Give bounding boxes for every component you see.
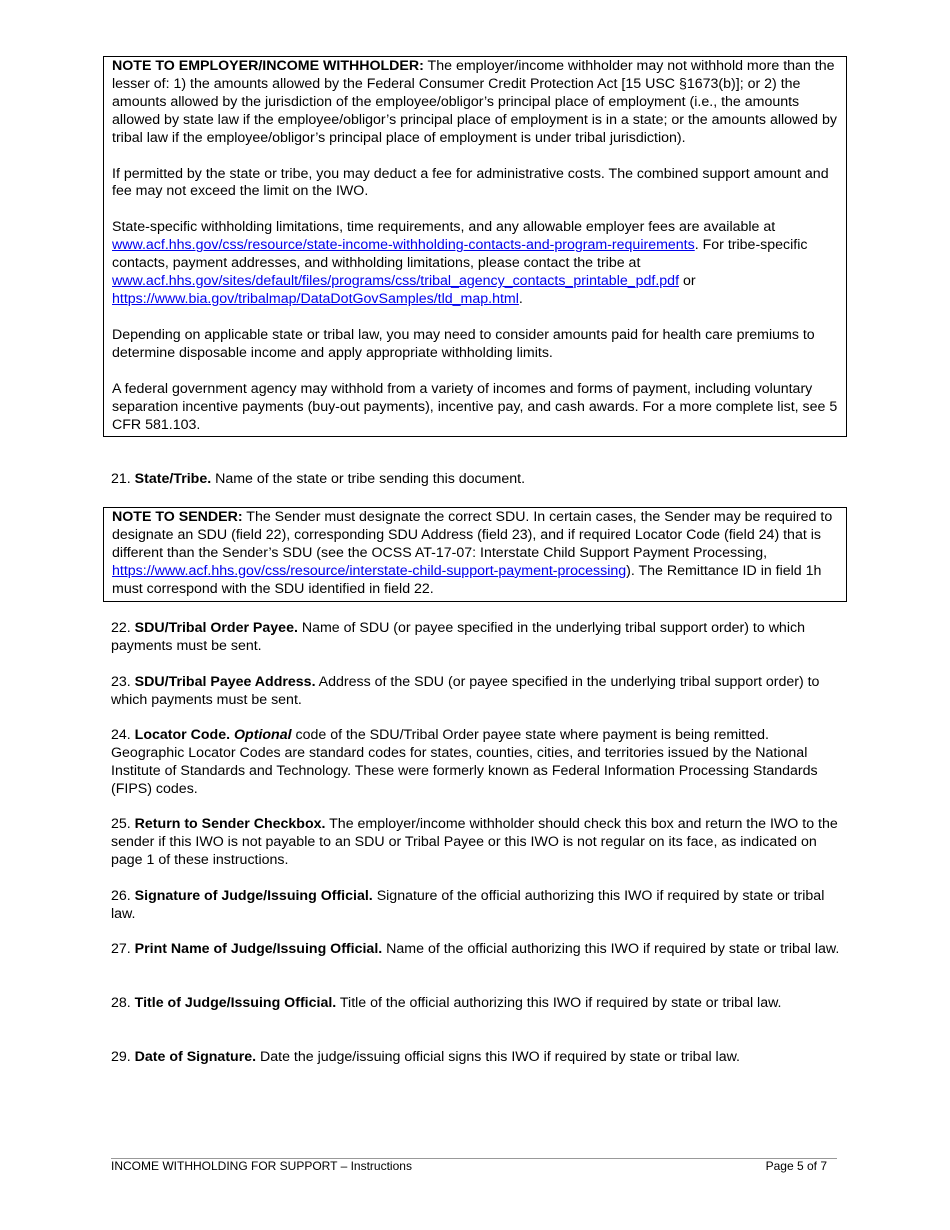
employer-note-heading: NOTE TO EMPLOYER/INCOME WITHHOLDER: [112,58,424,74]
employer-note-box [103,56,847,437]
item-27: 27. Print Name of Judge/Issuing Official. Name of the official authorizing this IWO if required by state or tribal law. [111,941,840,957]
sender-note-box [103,507,847,602]
employer-note-resources: State-specific withholding limitations, time requirements, and any allowable employer fees are available at www.acf.hhs.gov/css/resource/state-income-withholding-contacts-and-program-requirements. For tribe-specific contacts, payment addresses, and withholding limitations, please contact the tribe at www.acf.hhs.gov/sites/default/files/programs/css/tribal_agency_contacts_printable_pdf.pdf or https://www.bia.gov/tribalmap/DataDotGovSamples/tld_map.html. [112,219,808,307]
tribal-contacts-link[interactable]: www.acf.hhs.gov/sites/default/files/programs/css/tribal_agency_contacts_printable_pdf.pdf [112,273,680,290]
item-21: 21. State/Tribe. Name of the state or tribe sending this document. [111,471,526,487]
footer-title: INCOME WITHHOLDING FOR SUPPORT – Instructions [111,1159,412,1173]
item-28: 28. Title of Judge/Issuing Official. Title of the official authorizing this IWO if required by state or tribal law. [111,995,782,1011]
page-number: Page 5 of 7 [765,1159,827,1173]
interstate-payment-link[interactable]: https://www.acf.hhs.gov/css/resource/interstate-child-support-payment-processing [112,562,627,579]
employer-note-health: Depending on applicable state or tribal law, you may need to consider amounts paid for health care premiums to determine disposable income and apply appropriate withholding limits. [112,326,815,361]
employer-note-limits: NOTE TO EMPLOYER/INCOME WITHHOLDER: The employer/income withholder may not withhold more than the lesser of: 1) the amounts allowed by the Federal Consumer Credit Protection Act [15 USC §1673(b)]; or 2) the amounts allowed by the jurisdiction of the employee/obligor’s principal place of employment (i.e., the amounts allowed by state law if the employee/obligor’s principal place of employment is in a state; or the amounts allowed by tribal law if the employee/obligor’s principal place of employment is under tribal jurisdiction). [112,58,838,146]
tribal-map-link[interactable]: https://www.bia.gov/tribalmap/DataDotGovSamples/tld_map.html [112,290,519,307]
employer-note-federal: A federal government agency may withhold from a variety of incomes and forms of payment, including voluntary separation incentive payments (buy-out payments), incentive pay, and cash awards. For a more complete list, see 5 CFR 581.103. [112,380,838,433]
sender-note-heading: NOTE TO SENDER: [112,509,243,525]
item-25: 25. Return to Sender Checkbox. The employer/income withholder should check this box and return the IWO to the sender if this IWO is not payable to an SDU or Tribal Payee or this IWO is not regular on its face, as indicated on page 1 of these instructions. [111,816,838,868]
sender-note-text: NOTE TO SENDER: The Sender must designate the correct SDU. In certain cases, the Sender may be required to designate an SDU (field 22), corresponding SDU Address (field 23), and if required Locator Code (field 24) that is different than the Sender’s SDU (see the OCSS AT-17-07: Interstate Child Support Payment Processing, https://www.acf.hhs.gov/css/resource/interstate-child-support-payment-processing). The Remittance ID in field 1h must correspond with the SDU identified in field 22. [112,509,833,597]
item-24: 24. Locator Code. Optional code of the SDU/Tribal Order payee state where payment is being remitted. Geographic Locator Codes are standard codes for states, counties, cities, and territories issued by the National Institute of Standards and Technology. These were formerly known as Federal Information Processing Standards (FIPS) codes. [111,727,818,797]
page-footer [111,1159,827,1173]
item-29: 29. Date of Signature. Date the judge/issuing official signs this IWO if required by state or tribal law. [111,1049,740,1065]
state-withholding-link[interactable]: www.acf.hhs.gov/css/resource/state-income-withholding-contacts-and-program-requirements [112,237,695,254]
item-26: 26. Signature of Judge/Issuing Official. Signature of the official authorizing this IWO if required by state or tribal law. [111,888,825,922]
item-23: 23. SDU/Tribal Payee Address. Address of the SDU (or payee specified in the underlying tribal support order) to which payments must be sent. [111,674,820,708]
item-22: 22. SDU/Tribal Order Payee. Name of SDU (or payee specified in the underlying tribal support order) to which payments must be sent. [111,620,805,654]
employer-note-fee: If permitted by the state or tribe, you may deduct a fee for administrative costs. The combined support amount and fee may not exceed the limit on the IWO. [112,165,829,200]
